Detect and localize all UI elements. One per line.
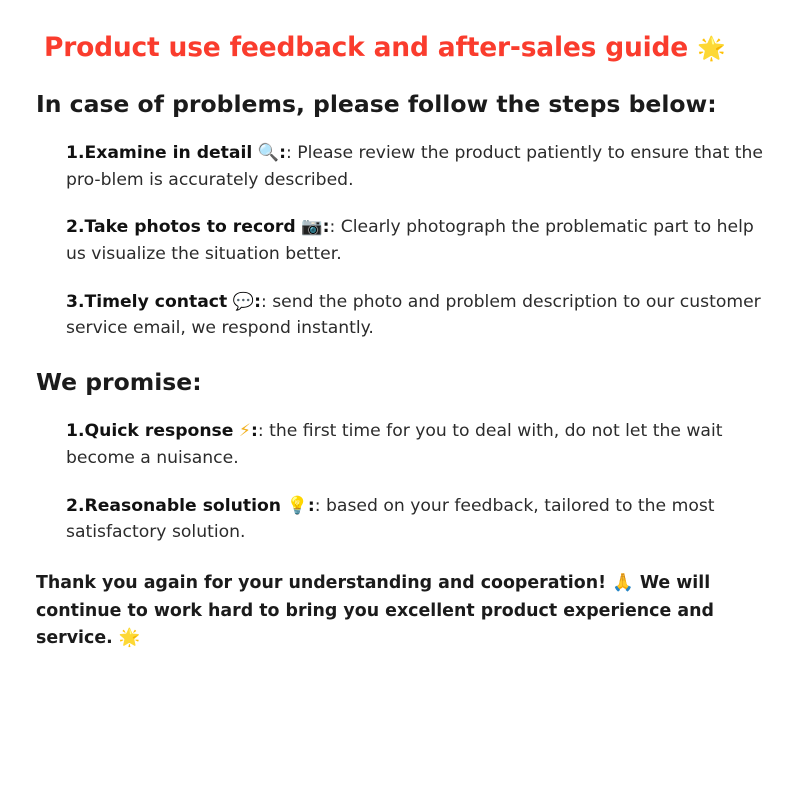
star-icon: 🌟	[118, 628, 141, 649]
promise-colon: :	[307, 495, 315, 516]
step-colon: :	[279, 143, 287, 164]
list-item	[66, 493, 764, 546]
step-text: : Clearly photograph the problematic part to help us visualize the situation better.	[66, 217, 754, 265]
step-colon: :	[254, 291, 261, 312]
promises-list	[36, 418, 764, 546]
step-label: Take photos to record	[84, 217, 296, 238]
list-item	[66, 214, 764, 267]
promise-text: : the first time for you to deal with, do not let the wait become a nuisance.	[66, 421, 723, 469]
steps-list	[36, 140, 764, 342]
list-item	[66, 289, 764, 342]
promise-label: Reasonable solution	[84, 495, 282, 516]
promise-number: 1.	[66, 421, 85, 442]
star-icon: 🌟	[697, 36, 726, 62]
step-label: Timely contact	[84, 291, 228, 312]
page-title	[44, 32, 764, 64]
lightbulb-icon: 💡	[286, 495, 308, 516]
folded-hands-icon: 🙏	[612, 573, 634, 594]
closing-text-1: Thank you again for your understanding and cooperation!	[36, 573, 607, 594]
step-colon: :	[322, 217, 330, 238]
promise-text: : based on your feedback, tailored to the most satisfactory solution.	[66, 495, 715, 543]
step-number: 2.	[66, 217, 85, 238]
magnifier-icon: 🔍	[257, 143, 280, 164]
section-heading-problems: In case of problems, please follow the steps below:	[36, 89, 717, 118]
step-label: Examine in detail	[84, 143, 253, 164]
closing-text-2: We will continue to work hard to bring you excellent product experience and service.	[36, 573, 714, 649]
promise-label: Quick response	[84, 421, 234, 442]
camera-icon: 📷	[301, 217, 323, 238]
speech-bubble-icon: 💬	[232, 291, 255, 312]
step-text: : Please review the product patiently to ensure that the pro-blem is accurately described.	[66, 143, 763, 190]
promise-colon: :	[251, 421, 258, 442]
section-heading-promise: We promise:	[36, 368, 202, 397]
lightning-bolt-icon: ⚡	[238, 421, 251, 442]
step-text: : send the photo and problem description to our customer service email, we respond instantly.	[66, 291, 761, 339]
page-title-text: Product use feedback and after-sales guide	[44, 32, 689, 63]
promise-number: 2.	[66, 495, 85, 516]
step-number: 1.	[66, 143, 85, 164]
list-item	[66, 140, 764, 193]
list-item	[66, 418, 764, 471]
closing-paragraph	[36, 570, 756, 653]
step-number: 3.	[66, 291, 85, 312]
